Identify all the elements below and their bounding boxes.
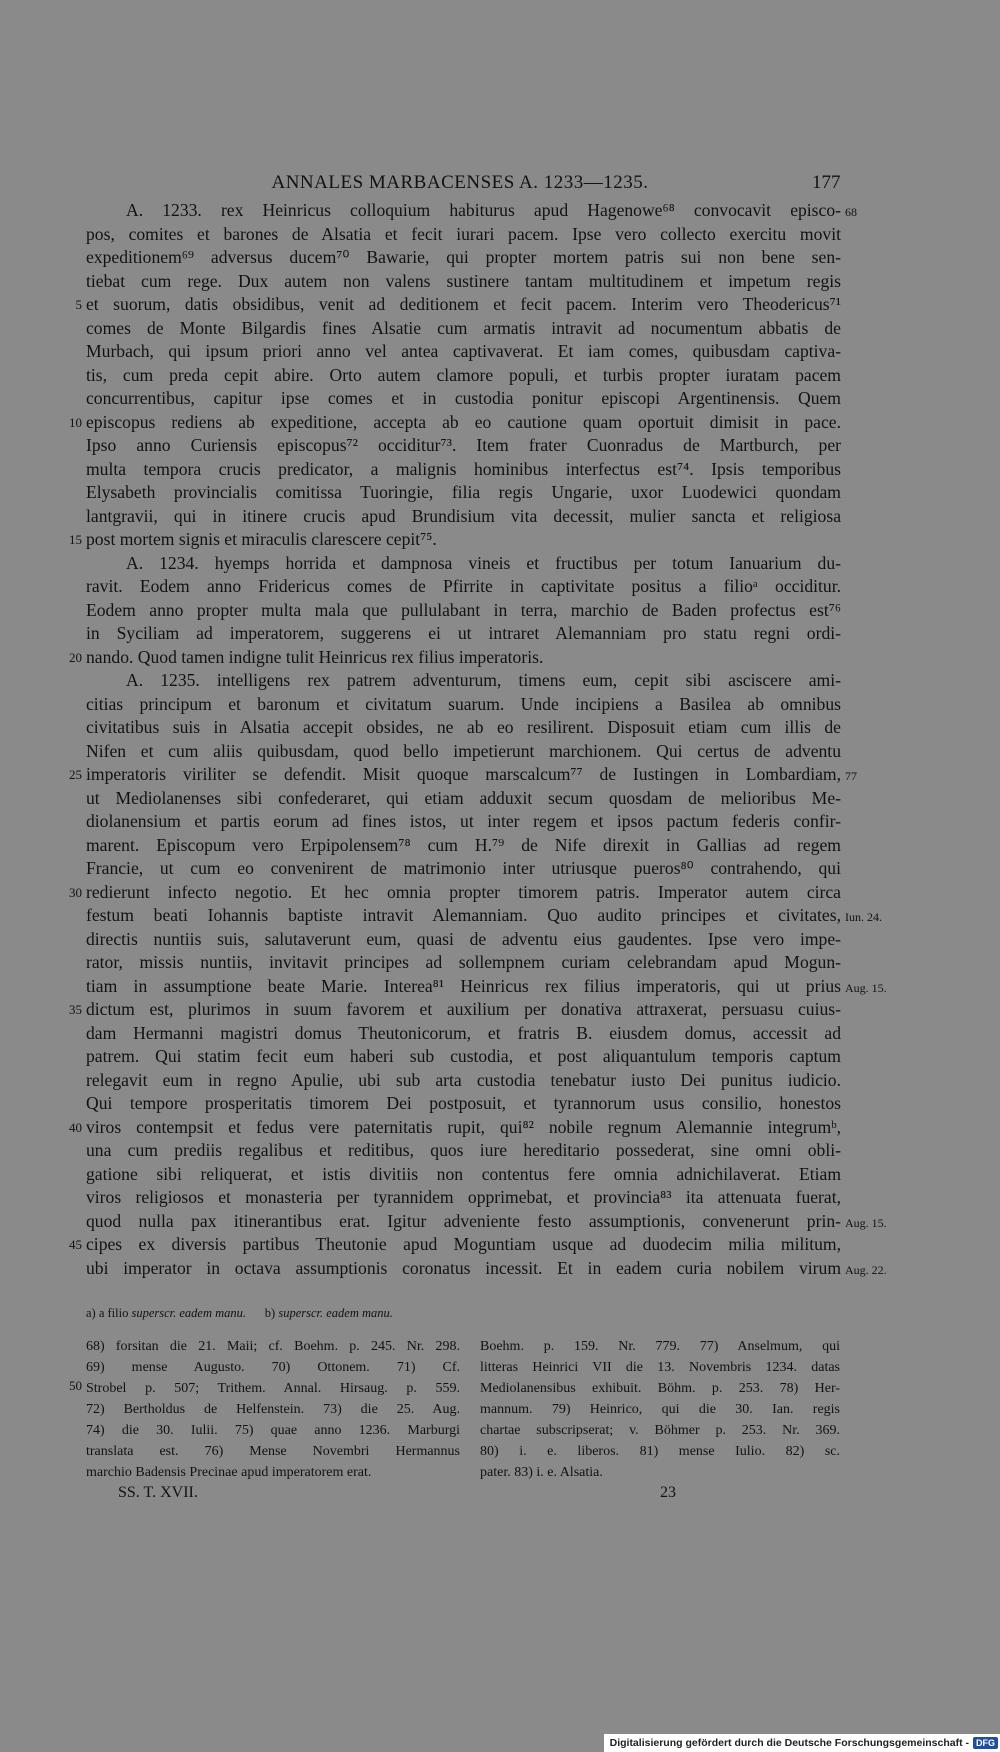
text-line: et suorum, datis obsidibus, venit ad deditionem et fecit pacem. Interim vero Theodericus⁷¹ bbox=[86, 294, 841, 314]
footnote-line: chartae subscripserat; v. Böhmer p. 253. Nr. 369. bbox=[480, 1423, 840, 1438]
text-line: una cum prediis regalibus et reditibus, quos iure hereditario possederat, sine omni obli- bbox=[86, 1140, 841, 1160]
text-line: Ipso anno Curiensis episcopus⁷² occiditur⁷³. Item frater Cuonradus de Martburch, per bbox=[86, 435, 841, 455]
text-line: viros contempsit et fedus vere paternitatis rupit, qui⁸² nobile regnum Alemannie integrumᵇ, bbox=[86, 1116, 841, 1137]
margin-note: 77 bbox=[845, 769, 857, 783]
text-line: rator, missis nuntiis, invitavit principes ad sollempnem curiam celebrandam apud Mogun- bbox=[86, 952, 841, 972]
footnote-line: mannum. 79) Heinrico, qui die 30. Ian. regis bbox=[480, 1402, 840, 1417]
footnote-line: pater. 83) i. e. Alsatia. bbox=[480, 1465, 603, 1480]
digitization-note: Digitalisierung gefördert durch die Deutsche Forschungsgemeinschaft - bbox=[609, 1737, 969, 1749]
line-number: 10 bbox=[69, 414, 82, 430]
line-number: 30 bbox=[69, 884, 82, 900]
footnote-line: litteras Heinrici VII die 13. Novembris 1234. datas bbox=[480, 1360, 840, 1375]
line-number: 5 bbox=[75, 297, 82, 312]
volume-signature: SS. T. XVII. bbox=[118, 1484, 198, 1501]
text-line: multa tempora crucis predicator, a malignis hominibus interfectus est⁷⁴. Ipsis temporibus bbox=[86, 458, 841, 479]
text-line: comes de Monte Bilgardis fines Alsatie cum armatis intravit ad nocumentum abbatis de bbox=[86, 317, 841, 338]
page-number: 177 bbox=[812, 172, 841, 193]
footnote-line: Mediolanensibus exhibuit. Böhm. p. 253. 78) Her- bbox=[480, 1381, 840, 1396]
footnote-a-marker: a) a filio bbox=[86, 1306, 129, 1320]
text-line: Qui tempore prosperitatis timorem Dei postposuit, et tyrannorum usus consilio, honestos bbox=[86, 1093, 841, 1113]
text-line: expeditionem⁶⁹ adversus ducem⁷⁰ Bawarie, qui propter mortem patris sui non bene sen- bbox=[86, 247, 841, 267]
footnote-line-number: 50 bbox=[69, 1378, 82, 1393]
text-line: patrem. Qui statim fecit eum haberi sub custodia, et post aliquantulum temporis captum bbox=[86, 1046, 841, 1066]
text-line: Nifen et cum aliis quibusdam, quod bello impetierunt marchionem. Qui certus de adventu bbox=[86, 740, 841, 761]
textual-footnotes bbox=[86, 1306, 393, 1321]
text-line: ravit. Eodem anno Fridericus comes de Pfirrite in captivitate positus a filioᵃ occiditur. bbox=[86, 576, 841, 596]
footnote-b-marker: b) bbox=[264, 1306, 276, 1320]
text-line: marent. Episcopum vero Erpipolensem⁷⁸ cum H.⁷⁹ de Nife direxit in Gallias ad regem bbox=[86, 834, 841, 855]
footnote-line: 74) die 30. Iulii. 75) quae anno 1236. Marburgi bbox=[86, 1423, 460, 1438]
text-line: Eodem anno propter multa mala que pullulabant in terra, marchio de Baden profectus est⁷⁶ bbox=[86, 599, 841, 620]
line-number: 40 bbox=[69, 1119, 82, 1135]
text-line: lantgravii, qui in itinere crucis apud Brundisium vita decessit, mulier sancta et religiosa bbox=[86, 505, 841, 526]
text-line: gatione sibi reliquerat, et istis divitiis non contentus fere omnia adnichilaverat. Etiam bbox=[86, 1163, 841, 1184]
text-line: nando. Quod tamen indigne tulit Heinricus rex filius imperatoris. bbox=[86, 646, 544, 667]
dfg-logo: DFG bbox=[973, 1737, 998, 1749]
margin-note: Aug. 15. bbox=[845, 980, 887, 995]
text-line: A. 1235. intelligens rex patrem adventurum, timens eum, cepit sibi asciscere ami- bbox=[126, 670, 841, 690]
text-line: post mortem signis et miraculis clarescere cepit⁷⁵. bbox=[86, 529, 437, 549]
text-line: in Syciliam ad imperatorem, suggerens ei ut intraret Alemanniam pro statu regni ordi- bbox=[86, 623, 841, 643]
footnote-line: Boehm. p. 159. Nr. 779. 77) Anselmum, qui bbox=[480, 1339, 840, 1354]
footnote-line: translata est. 76) Mense Novembri Hermannus bbox=[86, 1444, 460, 1459]
text-line: dam Hermanni magistri domus Theutonicorum, et fratris B. eiusdem domus, accessit ad bbox=[86, 1022, 841, 1043]
text-line: dictum est, plurimos in suum favorem et auxilium per donativa attraxerat, persuasu cuius- bbox=[86, 999, 841, 1019]
sheet-number: 23 bbox=[660, 1484, 676, 1501]
line-number: 25 bbox=[69, 767, 82, 782]
text-line: diolanensium et partis eorum ad fines istos, ut inter regem et ipsos pactum federis confir- bbox=[86, 811, 841, 831]
text-line: pos, comites et barones de Alsatia et fecit iurari pacem. Ipse vero collecto exercitu movit bbox=[86, 223, 841, 244]
text-line: imperatoris viriliter se defendit. Misit quoque marscalcum⁷⁷ de Iustingen in Lombardiam, bbox=[86, 764, 841, 784]
text-line: tiam in assumptione beate Marie. Interea⁸¹ Heinricus rex filius imperatoris, qui ut prius bbox=[86, 975, 841, 996]
text-line: concurrentibus, capitur ipse comes et in custodia ponitur episcopi Argentinensis. Quem bbox=[86, 388, 841, 408]
footnote-line: 68) forsitan die 21. Maii; cf. Boehm. p. 245. Nr. 298. bbox=[86, 1339, 460, 1354]
text-line: Elysabeth provincialis comitissa Tuoringie, filia regis Ungarie, uxor Luodewici quondam bbox=[86, 482, 841, 502]
margin-note: 68 bbox=[845, 205, 857, 219]
footnote-line: marchio Badensis Precinae apud imperatorem erat. bbox=[86, 1465, 372, 1480]
margin-note: Aug. 15. bbox=[845, 1215, 887, 1230]
text-line: citias principum et baronum et civitatum suarum. Unde incipiens a Basilea ab omnibus bbox=[86, 693, 841, 714]
line-number: 35 bbox=[69, 1002, 82, 1017]
margin-note: Aug. 22. bbox=[845, 1262, 887, 1277]
text-line: quod nulla pax itinerantibus erat. Igitur adveniente festo assumptionis, convenerunt prin- bbox=[86, 1210, 841, 1231]
text-line: ut Mediolanenses sibi confederaret, qui etiam adduxit secum quosdam de melioribus Me- bbox=[86, 787, 841, 808]
text-line: redierunt infecto negotio. Et hec omnia propter timorem patris. Imperator autem circa bbox=[86, 881, 841, 902]
text-line: festum beati Iohannis baptiste intravit Alemanniam. Quo audito principes et civitates, bbox=[86, 905, 841, 925]
margin-note: Iun. 24. bbox=[845, 910, 882, 924]
footnotes-right-column bbox=[480, 1336, 840, 1483]
text-line: Francie, ut cum eo convenirent de matrimonio inter utriusque pueros⁸⁰ contrahendo, qui bbox=[86, 858, 841, 878]
digitization-banner bbox=[604, 1734, 1000, 1752]
line-number: 20 bbox=[69, 649, 82, 665]
text-line: viros religiosos et monasteria per tyrannidem opprimebat, et provincia⁸³ ita attenuata fuerat, bbox=[86, 1187, 841, 1207]
line-number: 15 bbox=[69, 532, 82, 547]
text-line: relegavit eum in regno Apulie, ubi sub arta custodia tenebatur iusto Dei punitus iudicio. bbox=[86, 1069, 841, 1090]
line-number: 45 bbox=[69, 1237, 82, 1252]
footnote-line: 72) Bertholdus de Helfenstein. 73) die 25. Aug. bbox=[86, 1402, 460, 1417]
running-title: ANNALES MARBACENSES A. 1233—1235. bbox=[271, 172, 649, 193]
footnote-line: Strobel p. 507; Trithem. Annal. Hirsaug. p. 559. bbox=[86, 1381, 460, 1396]
text-line: A. 1234. hyemps horrida et dampnosa vineis et fructibus per totum Ianuarium du- bbox=[126, 552, 841, 573]
footnote-line: 69) mense Augusto. 70) Ottonem. 71) Cf. bbox=[86, 1360, 460, 1375]
text-line: cipes ex diversis partibus Theutonie apud Moguntiam usque ad duodecim milia militum, bbox=[86, 1234, 841, 1254]
running-header bbox=[0, 172, 1000, 202]
text-line: A. 1233. rex Heinricus colloquium habiturus apud Hagenowe⁶⁸ convocavit episco- bbox=[126, 200, 841, 220]
footnote-line: 80) i. e. liberos. 81) mense Iulio. 82) sc. bbox=[480, 1444, 840, 1459]
footnote-a-note: superscr. eadem manu. bbox=[131, 1306, 247, 1320]
text-line: episcopus rediens ab expeditione, accepta ab eo cautione quam oportuit dimisit in pace. bbox=[86, 411, 841, 432]
text-line: tis, cum preda cepit abire. Orto autem clamore populi, et turbis propter iuratam pacem bbox=[86, 364, 841, 385]
text-line: ubi imperator in octava assumptionis coronatus incessit. Et in eadem curia nobilem virum bbox=[86, 1257, 841, 1278]
footnote-b-note: superscr. eadem manu. bbox=[278, 1306, 393, 1320]
text-line: civitatibus suis in Alsatia accepit obsides, ne ab eo resilirent. Disposuit etiam cum illis de bbox=[86, 717, 841, 737]
text-line: tiebat cum rege. Dux autem non valens sustinere tantam multitudinem et impetum regis bbox=[86, 270, 841, 291]
text-line: Murbach, qui ipsum priori anno vel antea captivaverat. Et iam comes, quibusdam captiva- bbox=[86, 341, 841, 361]
footnotes-left-column bbox=[86, 1336, 460, 1483]
text-line: directis nuntiis suis, salutaverunt eum, quasi de adventu eius gaudentes. Ipse vero impe- bbox=[86, 928, 841, 949]
